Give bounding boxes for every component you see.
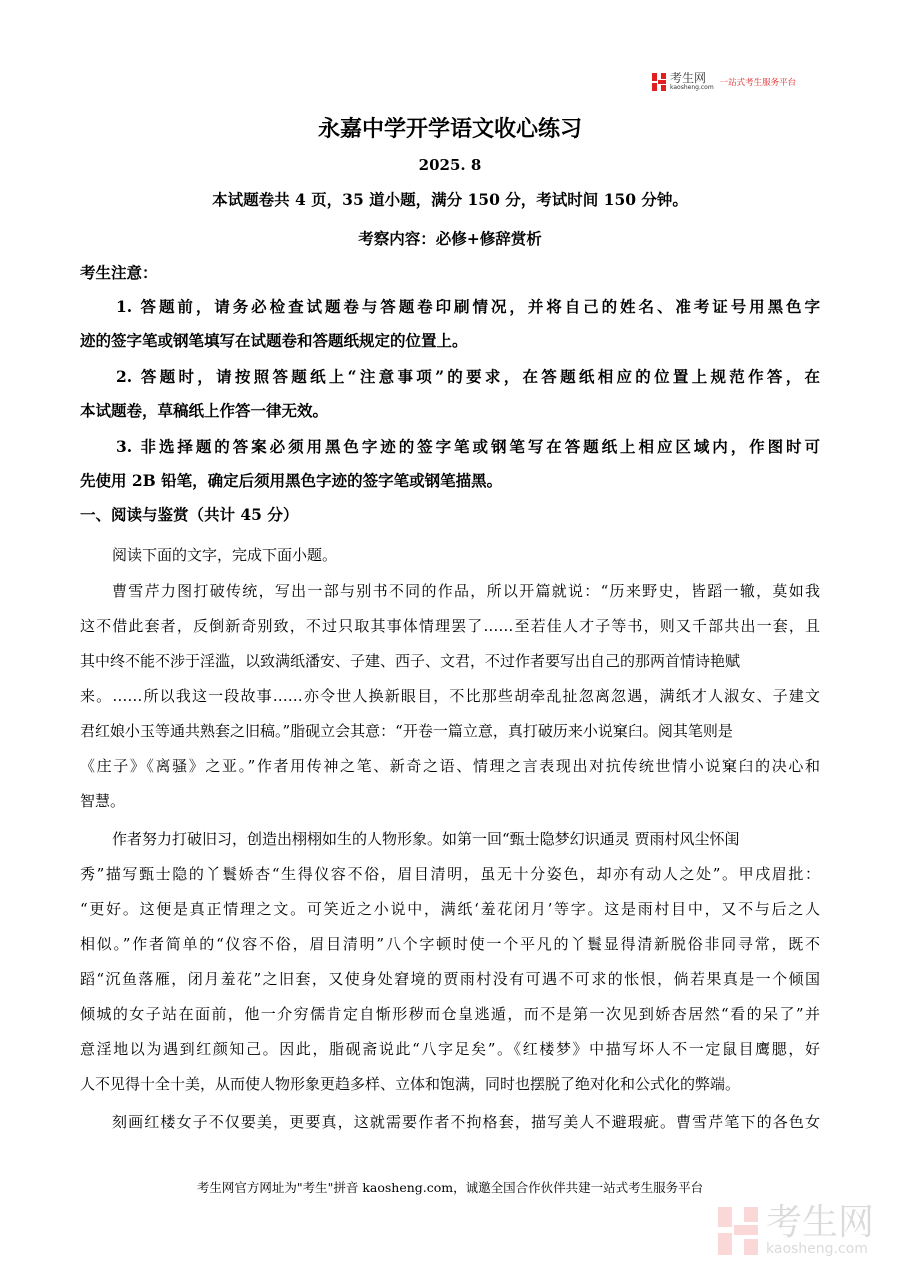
exam-info: 本试题卷共 4 页，35 道小题，满分 150 分，考试时间 150 分钟。 (212, 190, 688, 209)
notice-line: 3. 非选择题的答案必须用黑色字迹的签字笔或钢笔写在答题纸上相应区域内，作图时可 (116, 437, 820, 456)
passage-line: 这不借此套者，反倒新奇别致，不过只取其事体情理罢了……至若佳人才子等书，则又千部共出一套，且 (80, 617, 820, 635)
passage-line: 智慧。 (80, 792, 126, 810)
notice-line: 1. 答题前，请务必检查试题卷与答题卷印刷情况，并将自己的姓名、准考证号用黑色字 (116, 297, 820, 316)
passage-line: 相似。”作者简单的“仪容不俗，眉目清明”八个字顿时使一个平凡的丫鬟显得清新脱俗非同寻常，既不 (80, 935, 820, 953)
reading-passage (80, 538, 820, 1140)
instruction: 阅读下面的文字，完成下面小题。 (112, 546, 338, 564)
logo-mark-icon (652, 73, 666, 91)
notice-section (80, 256, 820, 532)
notice-line: 先使用 2B 铅笔，确定后须用黑色字迹的签字笔或钢笔描黑。 (80, 471, 503, 490)
passage-line: 曹雪芹力图打破传统，写出一部与别书不同的作品，所以开篇就说：“历来野史，皆蹈一辙，莫如我 (112, 582, 820, 600)
passage-line: 来。……所以我这一段故事……亦令世人换新眼目，不比那些胡牵乱扯忽离忽遇，满纸才人淑女、子建文 (80, 687, 820, 705)
passage-line: 刻画红楼女子不仅要美，更要真，这就需要作者不拘格套，描写美人不避瑕疵。曹雪芹笔下的各色女 (112, 1113, 820, 1131)
passage-line: 其中终不能不涉于淫滥，以致满纸潘安、子建、西子、文君，不过作者要写出自己的那两首情诗艳赋 (80, 652, 741, 670)
passage-line: 作者努力打破旧习，创造出栩栩如生的人物形象。如第一回“甄士隐梦幻识通灵 贾雨村风尘怀闺 (112, 830, 740, 848)
page-title: 永嘉中学开学语文收心练习 (317, 116, 582, 142)
passage-line: “更好。这便是真正情理之文。可笑近之小说中，满纸‘羞花闭月’等字。这是雨村目中，又不与后之人 (80, 900, 820, 918)
kaosheng-watermark: 考生网 kaosheng.com (718, 1205, 874, 1257)
notice-line: 2. 答题时，请按照答题纸上“注意事项”的要求，在答题纸相应的位置上规范作答，在 (116, 367, 820, 386)
passage-line: 人不见得十全十美，从而使人物形象更趋多样、立体和饱满，同时也摆脱了绝对化和公式化的弊端。 (80, 1075, 741, 1093)
page-footer: 考生网官方网址为"考生"拼音 kaosheng.com，诚邀全国合作伙伴共建一站式考生服务平台 (196, 1180, 704, 1195)
passage-line: 意淫地以为遇到红颜知己。因此，脂砚斋说此“八字足矣”。《红楼梦》中描写坏人不一定鼠目鹰腮，好 (80, 1040, 820, 1058)
notice-heading: 考生注意： (80, 263, 158, 282)
passage-line: 《庄子》《离骚》之亚。”作者用传神之笔、新奇之语、情理之言表现出对抗传统世情小说窠臼的决心和 (80, 757, 820, 775)
passage-line: 君红娘小玉等通共熟套之旧稿。”脂砚立会其意：“开卷一篇立意，真打破历来小说窠臼。阅其笔则是 (80, 722, 733, 740)
notice-line: 本试题卷，草稿纸上作答一律无效。 (80, 401, 329, 420)
section-heading: 一、阅读与鉴赏（共计 45 分） (80, 505, 299, 524)
exam-scope: 考察内容：必修+修辞赏析 (358, 229, 542, 248)
logo-slogan: 一站式考生服务平台 (719, 77, 797, 88)
passage-line: 蹈“沉鱼落雁，闭月羞花”之旧套，又使身处窘境的贾雨村没有可遇不可求的怅恨，倘若果真是一个倾国 (80, 970, 820, 988)
watermark-logo-icon (718, 1207, 758, 1255)
passage-line: 倾城的女子站在面前，他一介穷儒肯定自惭形秽而仓皇逃遁，而不是第一次见到娇杏居然“看的呆了”并 (80, 1005, 820, 1023)
logo-domain: kaosheng.com (670, 84, 714, 92)
exam-date: 2025. 8 (418, 156, 482, 174)
notice-line: 迹的签字笔或钢笔填写在试题卷和答题纸规定的位置上。 (80, 331, 468, 350)
kaosheng-logo (652, 72, 796, 92)
logo-name: 考生网 (670, 71, 707, 85)
passage-line: 秀”描写甄士隐的丫鬟娇杏“生得仪容不俗，眉目清明，虽无十分姿色，却亦有动人之处”。甲戌眉批： (80, 865, 820, 883)
